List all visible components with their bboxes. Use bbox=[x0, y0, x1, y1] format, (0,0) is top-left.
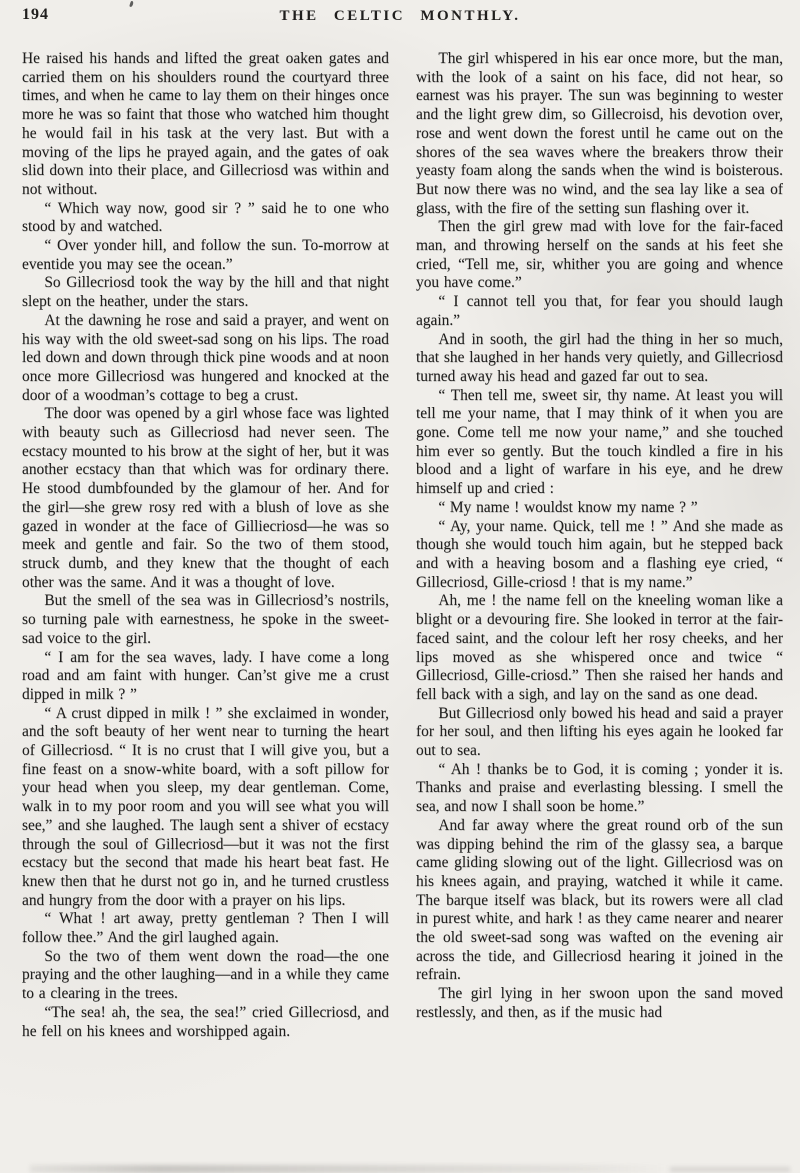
page-number: 194 bbox=[22, 6, 49, 23]
paragraph: But the smell of the sea was in Gillecriosd’s nostrils, so turning pale with earnestness, he spoke in the sweet-sad voice to the girl. bbox=[22, 592, 389, 647]
right-column bbox=[416, 50, 783, 1170]
paragraph: “ Over yonder hill, and follow the sun. To-morrow at eventide you may see the ocean.” bbox=[22, 237, 389, 273]
paragraph: Then the girl grew mad with love for the fair-faced man, and throwing herself on the sands at his feet she cried, “Tell me, sir, whither you are going and whence you have come.” bbox=[416, 218, 783, 292]
paragraph: “ A crust dipped in milk ! ” she exclaimed in wonder, and the soft beauty of her went near to turning the heart of Gillecriosd. “ It is no crust that I will give you, but a fine feast on a snow-white board, with a soft pillow for your head when you sleep, my dear gentleman. Come, walk in to my poor room and you will see what you will see,” and she laughed. The laugh sent a shiver of ecstacy through the soul of Gillecriosd—but it was not the first ecstacy but the second that made his heart beat fast. He knew then that he durst not go in, and he turned crustless and hungry from the door with a prayer on his lips. bbox=[22, 704, 389, 909]
paragraph: “ What ! art away, pretty gentleman ? Then I will follow thee.” And the girl laughed again. bbox=[22, 910, 389, 947]
paragraph: So the two of them went down the road—the one praying and the other laughing—and in a while they came to a clearing in the trees. bbox=[22, 947, 389, 1003]
paragraph: He raised his hands and lifted the great oaken gates and carried them on his shoulders round the courtyard three times, and when he came to lay them on their hinges once more he was so faint that those who watched him thought he would fail in his task at the very last. But with a moving of the lips he prayed again, and the gates of oak slid down into their place, and Gillecriosd was within and not without. bbox=[22, 50, 389, 198]
journal-title: THE CELTIC MONTHLY. bbox=[279, 8, 521, 24]
paragraph: At the dawning he rose and said a prayer, and went on his way with the old sweet-sad song on his lips. The road led down and down through thick pine woods and at noon once more Gillecriosd was hungered and knocked at the door of a woodman’s cottage to beg a crust. bbox=[22, 311, 389, 404]
paragraph: “ I am for the sea waves, lady. I have come a long road and am faint with hunger. Can’st give me a crust dipped in milk ? ” bbox=[22, 648, 389, 703]
paragraph: The door was opened by a girl whose face was lighted with beauty such as Gillecriosd had never seen. The ecstacy mounted to his brow at the sight of her, but it was another ecstacy than that which was for ordinary there. He stood dumbfounded by the glamour of her. And for the girl—she grew rosy red with a blush of love as she gazed in wonder at the face of Gilliecriosd—he was so meek and gentle and fair. So the two of them stood, struck dumb, and they knew that the thought of each other was the same. And it was a thought of love. bbox=[22, 405, 389, 591]
paragraph: So Gillecriosd took the way by the hill and that night slept on the heather, under the stars. bbox=[22, 274, 389, 311]
paragraph: “ I cannot tell you that, for fear you should laugh again.” bbox=[416, 293, 783, 329]
paragraph: “ Ay, your name. Quick, tell me ! ” And she made as though she would touch him again, but he stepped back and with a heaving bosom and a flashing eye cried, “ Gillecriosd, Gille-criosd ! that is my name.” bbox=[416, 517, 783, 591]
paragraph: Ah, me ! the name fell on the kneeling woman like a blight or a devouring fire. She looked in terror at the fair-faced saint, and the colour left her rosy cheeks, and her lips moved as she whispered once and twice “ Gillecriosd, Gille-criosd.” Then she raised her hands and fell back with a sigh, and lay on the sand as one dead. bbox=[416, 592, 783, 703]
left-column bbox=[22, 50, 389, 1170]
paragraph: “ Which way now, good sir ? ” said he to one who stood by and watched. bbox=[22, 199, 389, 236]
scan-smudge bbox=[30, 1165, 670, 1173]
paragraph: “The sea! ah, the sea, the sea!” cried Gillecriosd, and he fell on his knees and worshipped again. bbox=[22, 1003, 389, 1040]
page-header bbox=[0, 0, 800, 50]
paragraph: But Gillecriosd only bowed his head and said a prayer for her soul, and then lifting his eyes again he looked far out to sea. bbox=[416, 704, 783, 760]
paragraph: “ Ah ! thanks be to God, it is coming ; yonder it is. Thanks and praise and everlasting blessing. I smell the sea, and now I shall soon be home.” bbox=[416, 760, 783, 816]
text-columns bbox=[22, 50, 783, 1170]
paragraph: “ My name ! wouldst know my name ? ” bbox=[438, 498, 698, 516]
paragraph: The girl lying in her swoon upon the sand moved restlessly, and then, as if the music had bbox=[416, 985, 783, 1021]
scan-smudge-right bbox=[670, 1167, 790, 1172]
paragraph: “ Then tell me, sweet sir, thy name. At least you will tell me your name, that I may think of it when you are gone. Come tell me now your name,” and she touched him ever so gently. But the touch kindled a fire in his blood and a light of warfare in his eye, and he drew himself up and cried : bbox=[416, 386, 783, 498]
paragraph: And far away where the great round orb of the sun was dipping behind the rim of the glassy sea, a barque came gliding slowing out of the light. Gillecriosd was on his knees again, and praying, watched it while it came. The barque itself was black, but its rowers were all clad in purest white, and hark ! as they came nearer and nearer the old sweet-sad song was wafted on the evening air across the tide, and Gillecriosd hearing it joined in the refrain. bbox=[416, 816, 783, 984]
paragraph: The girl whispered in his ear once more, but the man, with the look of a saint on his face, did not hear, so earnest was his prayer. The sun was beginning to wester and the light grew dim, so Gillecroisd, his devotion over, rose and went down the forest until he came out on the shores of the sea waves where the breakers throw their yeasty foam along the sands when the wind is boisterous. But now there was no wind, and the sea lay like a sea of glass, with the fire of the setting sun flashing over it. bbox=[416, 50, 783, 217]
paragraph: And in sooth, the girl had the thing in her so much, that she laughed in her hands very quietly, and Gillecriosd turned away his head and gazed far out to sea. bbox=[416, 330, 783, 385]
